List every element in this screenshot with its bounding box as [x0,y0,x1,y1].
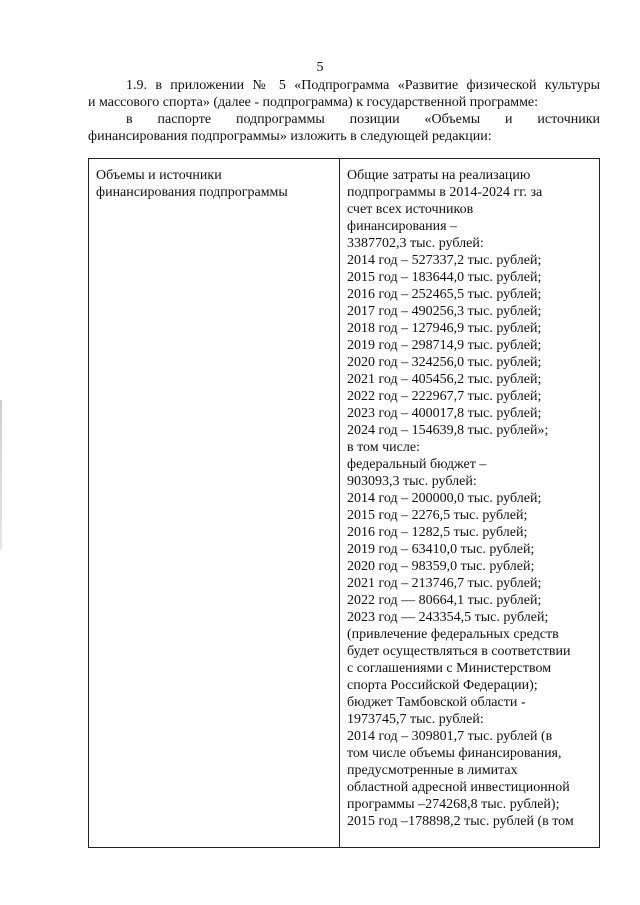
funding-line: в том числе: [347,440,420,455]
funding-line: 2024 год – 154639,8 тыс. рублей»; [347,423,549,438]
funding-line: будет осуществляться в соответствии [347,644,571,659]
intro-line-4: финансирования подпрограммы» изложить в следующей редакции: [88,129,492,144]
funding-line: (привлечение федеральных средств [347,627,559,642]
funding-line: с соглашениями с Министерством [347,661,552,676]
table-row [89,159,600,848]
funding-line: 1973745,7 тыс. рублей: [347,712,484,727]
funding-line: 3387702,3 тыс. рублей: [347,236,484,251]
scan-margin-mark [0,400,2,550]
funding-line: 2023 год — 243354,5 тыс. рублей; [347,610,549,625]
funding-line: бюджет Тамбовской области - [347,695,526,710]
funding-line: Общие затраты на реализацию [347,168,531,183]
label-line-2: финансирования подпрограммы [96,185,288,200]
funding-line: 2014 год – 527337,2 тыс. рублей; [347,253,542,268]
funding-line: областной адресной инвестиционной [347,780,570,795]
funding-line: 2022 год – 222967,7 тыс. рублей; [347,389,542,404]
funding-line: 2020 год – 324256,0 тыс. рублей; [347,355,542,370]
page-number: 5 [316,60,324,75]
label-line-1: Объемы и источники [96,168,222,183]
funding-line: 2023 год – 400017,8 тыс. рублей; [347,406,542,421]
funding-line: 2015 год – 183644,0 тыс. рублей; [347,270,542,285]
funding-line: подпрограммы в 2014-2024 гг. за [347,185,543,200]
funding-line: федеральный бюджет – [347,457,487,472]
funding-line: программы –274268,8 тыс. рублей); [347,797,560,812]
funding-line: 2014 год – 200000,0 тыс. рублей; [347,491,542,506]
funding-line: 2020 год – 98359,0 тыс. рублей; [347,559,535,574]
funding-line: 2017 год – 490256,3 тыс. рублей; [347,304,542,319]
intro-line-3: в паспорте подпрограммы позиции «Объемы и источники [126,112,600,127]
funding-line: финансирования – [347,219,458,234]
funding-line: 2019 год – 298714,9 тыс. рублей; [347,338,542,353]
funding-line: 2014 год – 309801,7 тыс. рублей (в [347,729,553,744]
funding-line: спорта Российской Федерации); [347,678,538,693]
funding-line: 2016 год – 1282,5 тыс. рублей; [347,525,528,540]
funding-line: 2019 год – 63410,0 тыс. рублей; [347,542,535,557]
funding-line: 2015 год –178898,2 тыс. рублей (в том [347,814,574,829]
funding-line: счет всех источников [347,202,474,217]
intro-line-2: и массового спорта» (далее - подпрограмма) к государственной программе: [88,95,539,110]
funding-line: 2016 год – 252465,5 тыс. рублей; [347,287,542,302]
passport-table [88,158,600,848]
funding-line: 2021 год – 213746,7 тыс. рублей; [347,576,542,591]
funding-details [340,159,599,830]
funding-line: 2021 год – 405456,2 тыс. рублей; [347,372,542,387]
table-cell-value [340,159,600,848]
funding-line: том числе объемы финансирования, [347,746,562,761]
intro-paragraph [88,77,600,145]
funding-line: 903093,3 тыс. рублей: [347,474,477,489]
funding-line: предусмотренные в лимитах [347,763,518,778]
table-cell-label [89,159,340,848]
intro-line-1: 1.9. в приложении № 5 «Подпрограмма «Развитие физической культуры [126,78,600,93]
funding-line: 2015 год – 2276,5 тыс. рублей; [347,508,528,523]
funding-line: 2022 год — 80664,1 тыс. рублей; [347,593,542,608]
funding-line: 2018 год – 127946,9 тыс. рублей; [347,321,542,336]
